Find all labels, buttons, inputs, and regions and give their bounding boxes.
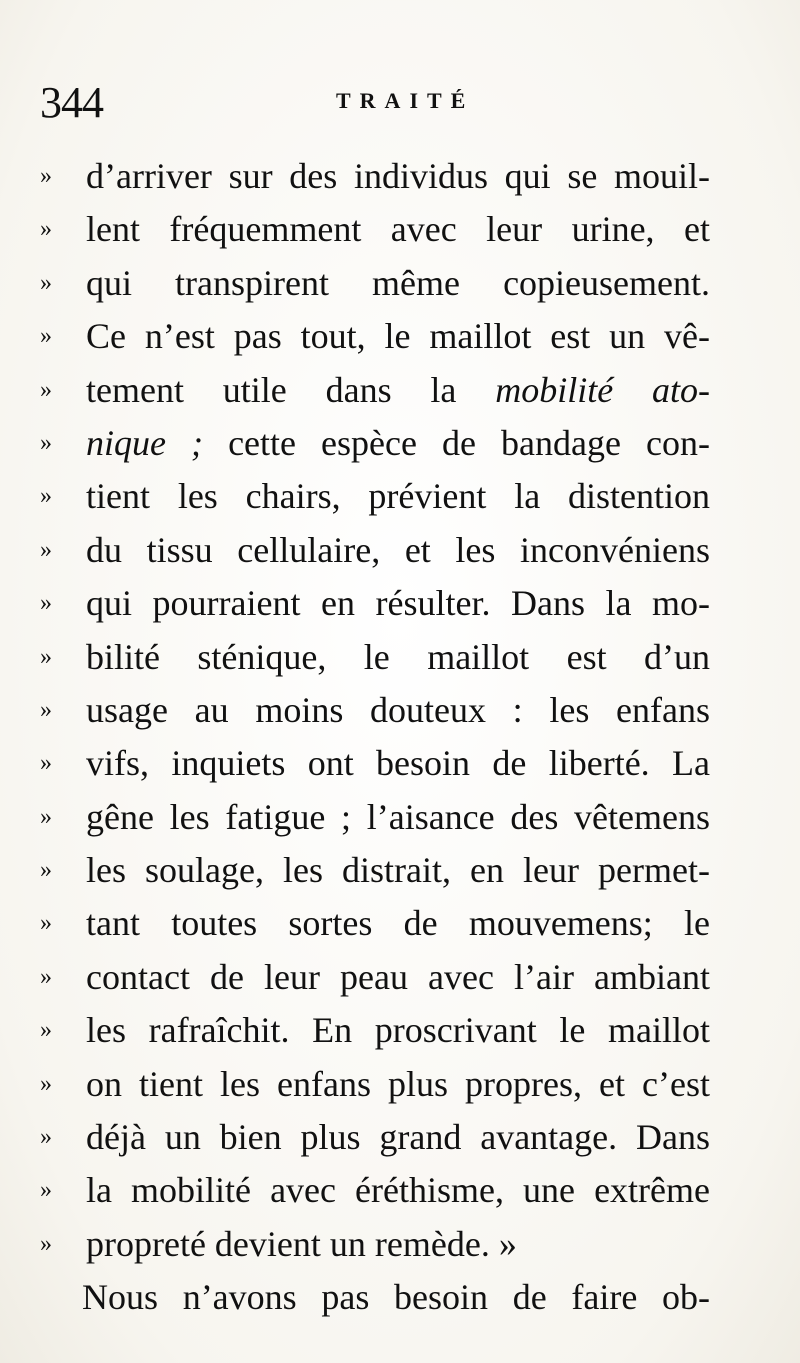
line-text bbox=[86, 417, 710, 470]
line-text: vifs, inquiets ont besoin de liberté. La bbox=[86, 743, 710, 784]
text-line bbox=[40, 1271, 710, 1324]
line-text: qui pourraient en résulter. Dans la mo- bbox=[86, 583, 710, 624]
text-line bbox=[40, 737, 710, 790]
quote-mark: » bbox=[40, 1124, 52, 1151]
text-line bbox=[40, 791, 710, 844]
quote-mark: » bbox=[40, 1177, 52, 1204]
line-text bbox=[86, 364, 710, 417]
quote-mark: » bbox=[40, 216, 52, 243]
quote-mark: » bbox=[40, 1017, 52, 1044]
text-line bbox=[40, 631, 710, 684]
line-text: usage au moins douteux : les enfans bbox=[86, 689, 710, 730]
quote-mark: » bbox=[40, 803, 52, 830]
text-line bbox=[40, 203, 710, 256]
text-line bbox=[40, 897, 710, 950]
page-header bbox=[40, 78, 760, 128]
text-line bbox=[40, 1004, 710, 1057]
line-text: lent fréquemment avec leur urine, et bbox=[86, 209, 710, 250]
text-line bbox=[40, 577, 710, 630]
page-number: 344 bbox=[40, 78, 103, 127]
text-line bbox=[40, 1218, 710, 1271]
quote-mark: » bbox=[40, 1230, 52, 1257]
quote-mark: » bbox=[40, 376, 52, 403]
quote-mark: » bbox=[40, 429, 52, 456]
text-line bbox=[40, 310, 710, 363]
line-text: d’arriver sur des individus qui se mouil- bbox=[86, 156, 710, 196]
line-text: gêne les fatigue ; l’aisance des vêtemens bbox=[86, 796, 710, 837]
line-text: les soulage, les distrait, en leur permet- bbox=[86, 850, 710, 891]
line-text-italic: mobilité ato- bbox=[495, 369, 710, 410]
line-text: propreté devient un remède. » bbox=[86, 1223, 517, 1264]
quote-mark: » bbox=[40, 696, 52, 723]
quote-mark: » bbox=[40, 483, 52, 510]
quote-mark: » bbox=[40, 536, 52, 563]
text-line bbox=[40, 1058, 710, 1111]
line-text: la mobilité avec éréthisme, une extrême bbox=[86, 1170, 710, 1211]
text-line bbox=[40, 684, 710, 737]
quote-mark: » bbox=[40, 963, 52, 990]
line-text: Ce n’est pas tout, le maillot est un vê- bbox=[86, 316, 710, 357]
line-text: tient les chairs, prévient la distention bbox=[86, 476, 710, 517]
text-line bbox=[40, 1164, 710, 1217]
text-line bbox=[40, 257, 710, 310]
quote-mark: » bbox=[40, 163, 52, 189]
line-text-italic: nique ; bbox=[86, 422, 204, 463]
text-line bbox=[40, 417, 710, 470]
body-text bbox=[40, 150, 710, 1325]
quote-mark: » bbox=[40, 1070, 52, 1097]
line-text: qui transpirent même copieusement. bbox=[86, 262, 710, 303]
text-line bbox=[40, 470, 710, 523]
line-text-roman: tement utile dans la bbox=[86, 369, 496, 410]
quote-mark: » bbox=[40, 269, 52, 296]
line-text: les rafraîchit. En proscrivant le maillot bbox=[86, 1010, 710, 1051]
quote-mark: » bbox=[40, 857, 52, 884]
line-text: Nous n’avons pas besoin de faire ob- bbox=[82, 1277, 710, 1318]
line-text-roman: cette espèce de bandage con- bbox=[203, 422, 710, 463]
line-text: tant toutes sortes de mouvemens; le bbox=[86, 903, 710, 944]
text-line bbox=[40, 951, 710, 1004]
text-line bbox=[40, 524, 710, 577]
quote-mark: » bbox=[40, 590, 52, 617]
line-text: on tient les enfans plus propres, et c’est bbox=[86, 1063, 710, 1104]
line-text: contact de leur peau avec l’air ambiant bbox=[86, 956, 710, 997]
quote-mark: » bbox=[40, 323, 52, 350]
line-text: du tissu cellulaire, et les inconvéniens bbox=[86, 529, 710, 570]
text-line bbox=[40, 844, 710, 897]
line-text: bilité sténique, le maillot est d’un bbox=[86, 636, 710, 677]
line-text: déjà un bien plus grand avantage. Dans bbox=[86, 1117, 710, 1158]
text-line bbox=[40, 150, 710, 203]
running-head: TRAITÉ bbox=[336, 88, 475, 113]
text-line bbox=[40, 364, 710, 417]
quote-mark: » bbox=[40, 750, 52, 777]
text-line bbox=[40, 1111, 710, 1164]
quote-mark: » bbox=[40, 643, 52, 670]
quote-mark: » bbox=[40, 910, 52, 937]
